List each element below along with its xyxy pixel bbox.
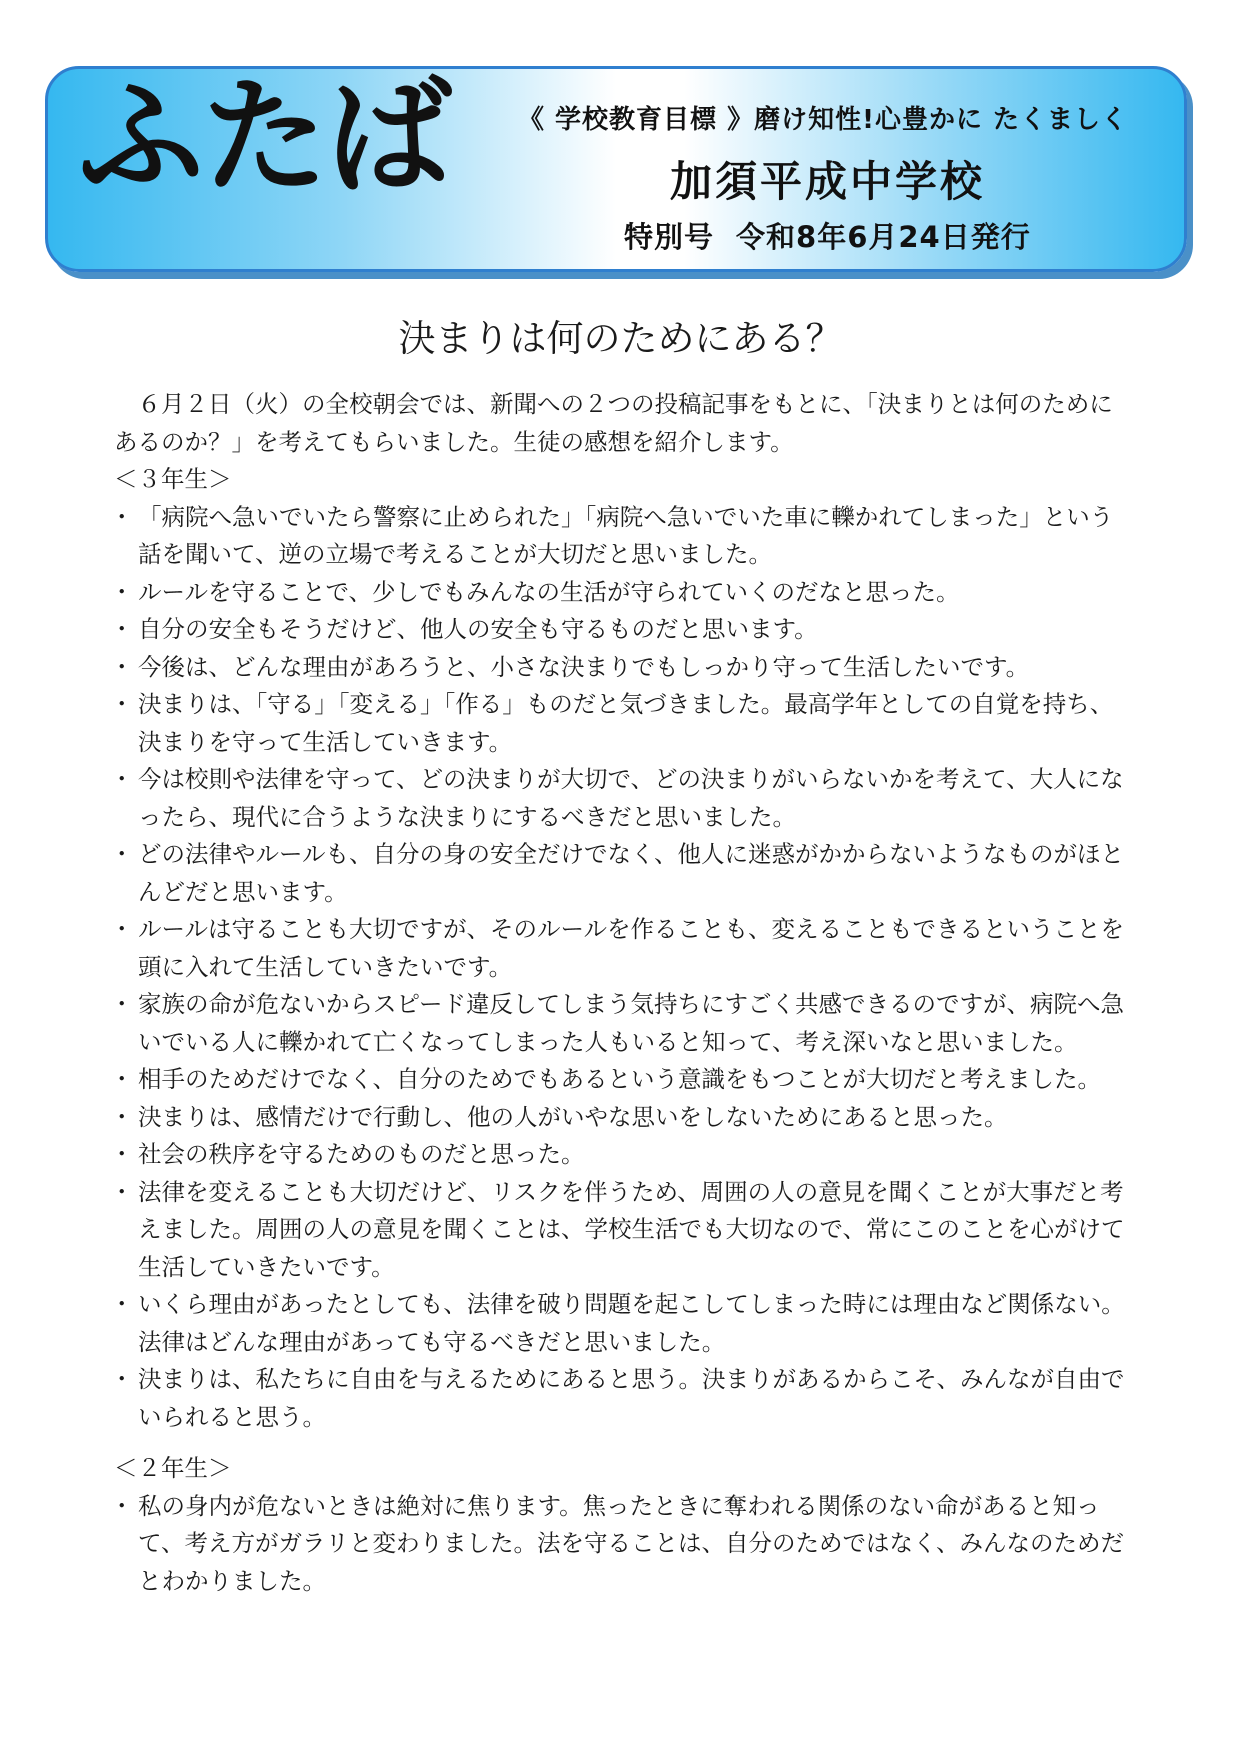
school-name: 加須平成中学校: [670, 157, 986, 206]
opinion-item: ・ 今後は、どんな理由があろうと、小さな決まりでもしっかり守って生活したいです。: [114, 649, 1136, 687]
article-intro: ６月２日（火）の全校朝会では、新聞への２つの投稿記事をもとに、「決まりとは何のためにあるのか？」を考えてもらいました。生徒の感想を紹介します。: [114, 390, 1113, 456]
article-title: 決まりは何のためにある？: [398, 317, 843, 360]
article-body: [114, 386, 1136, 1600]
issue-date: 令和8年6月24日発行: [736, 220, 1031, 254]
newsletter-masthead: ふたば: [78, 64, 450, 211]
opinion-item: ・ 家族の命が危ないからスピード違反してしまう気持ちにすごく共感できるのですが、病院へ急いでいる人に轢かれて亡くなってしまった人もいると知って、考え深いなと思いました。: [114, 986, 1136, 1061]
opinion-item: ・ 決まりは、感情だけで行動し、他の人がいやな思いをしないためにあると思った。: [114, 1099, 1136, 1137]
opinion-item: ・ ルールを守ることで、少しでもみんなの生活が守られていくのだなと思った。: [114, 574, 1136, 612]
opinion-item: ・ いくら理由があったとしても、法律を破り問題を起こしてしまった時には理由など関係ない。法律はどんな理由があっても守るべきだと思いました。: [114, 1286, 1136, 1361]
opinion-item: ・ 決まりは、「守る」「変える」「作る」ものだと気づきました。最高学年としての自覚を持ち、決まりを守って生活していきます。: [114, 686, 1136, 761]
opinion-item: ・ 今は校則や法律を守って、どの決まりが大切で、どの決まりがいらないかを考えて、大人になったら、現代に合うような決まりにするべきだと思いました。: [114, 761, 1136, 836]
opinion-item: ・ 社会の秩序を守るためのものだと思った。: [114, 1136, 1136, 1174]
opinion-item: ・ 「病院へ急いでいたら警察に止められた」「病院へ急いでいた車に轢かれてしまった」という話を聞いて、逆の立場で考えることが大切だと思いました。: [114, 499, 1136, 574]
grade-heading: ＜２年生＞: [114, 1454, 232, 1482]
opinion-list: [114, 1488, 1136, 1601]
opinion-item: ・ 自分の安全もそうだけど、他人の安全も守るものだと思います。: [114, 611, 1136, 649]
opinion-item: ・ 私の身内が危ないときは絶対に焦ります。焦ったときに奪われる関係のない命があると知って、考え方がガラリと変わりました。法を守ることは、自分のためではなく、みんなのためだとわかりました。: [114, 1488, 1136, 1601]
section-third-grade: [114, 461, 1136, 1436]
issue-line: [624, 215, 1031, 256]
opinion-item: ・ ルールは守ることも大切ですが、そのルールを作ることも、変えることもできるということを頭に入れて生活していきたいです。: [114, 911, 1136, 986]
opinion-item: ・ 法律を変えることも大切だけど、リスクを伴うため、周囲の人の意見を聞くことが大事だと考えました。周囲の人の意見を聞くことは、学校生活でも大切なので、常にこのことを心がけて生活していきたいです。: [114, 1174, 1136, 1287]
opinion-list: [114, 499, 1136, 1437]
school-motto: 《 学校教育目標 》磨け知性!心豊かに たくましく: [518, 105, 1129, 135]
opinion-item: ・ 相手のためだけでなく、自分のためでもあるという意識をもつことが大切だと考えました。: [114, 1061, 1136, 1099]
grade-heading: ＜３年生＞: [114, 465, 232, 493]
section-second-grade: [114, 1450, 1136, 1600]
newsletter-header: [45, 66, 1187, 272]
issue-type: 特別号: [624, 220, 715, 254]
opinion-item: ・ どの法律やルールも、自分の身の安全だけでなく、他人に迷惑がかからないようなものがほとんどだと思います。: [114, 836, 1136, 911]
opinion-item: ・ 決まりは、私たちに自由を与えるためにあると思う。決まりがあるからこそ、みんなが自由でいられると思う。: [114, 1361, 1136, 1436]
